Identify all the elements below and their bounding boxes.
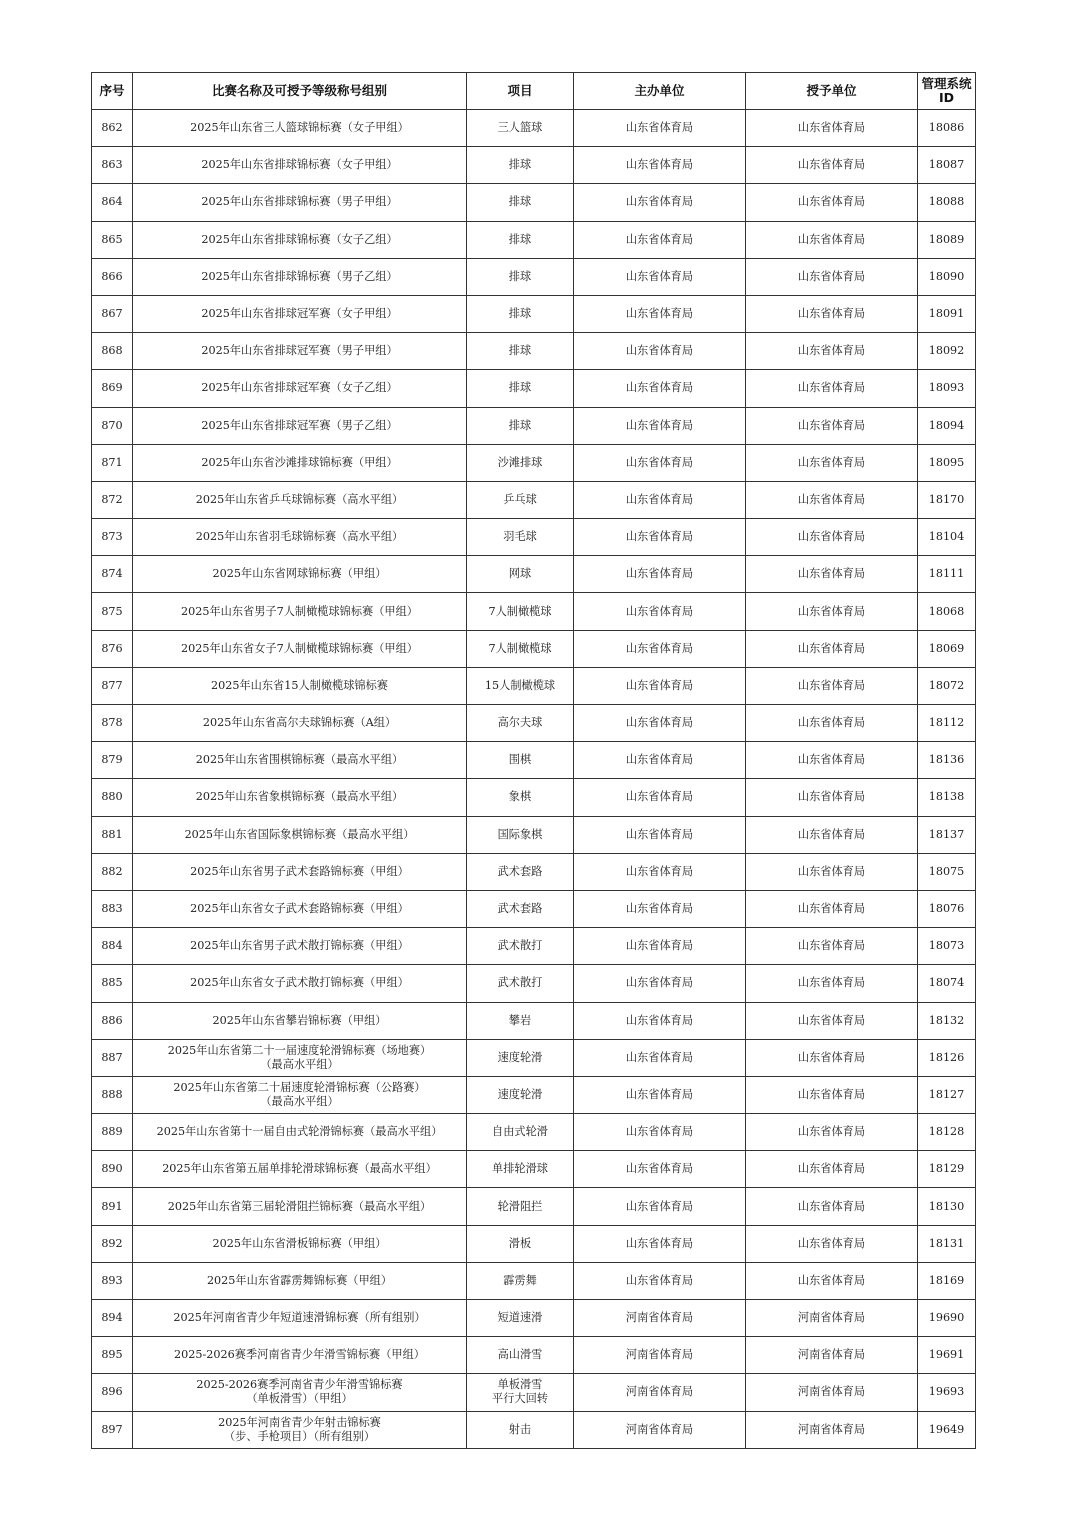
row-index-cell: 863: [92, 147, 133, 184]
awarding-unit-cell: 山东省体育局: [746, 1039, 918, 1076]
row-index-cell: 862: [92, 110, 133, 147]
organizer-cell: 山东省体育局: [574, 147, 746, 184]
organizer-cell: 山东省体育局: [574, 519, 746, 556]
table-row: [92, 519, 976, 556]
system-id-cell: 18136: [918, 742, 976, 779]
row-index-cell: 877: [92, 667, 133, 704]
row-index-cell: 876: [92, 630, 133, 667]
event-cell: 自由式轮滑: [467, 1114, 574, 1151]
event-cell: 排球: [467, 221, 574, 258]
table-row: [92, 258, 976, 295]
awarding-unit-cell: 山东省体育局: [746, 370, 918, 407]
table-body: [92, 110, 976, 1449]
system-id-cell: 18068: [918, 593, 976, 630]
awarding-unit-cell: 山东省体育局: [746, 1114, 918, 1151]
event-cell: 15人制橄榄球: [467, 667, 574, 704]
awarding-unit-cell: 山东省体育局: [746, 1262, 918, 1299]
event-cell: 排球: [467, 184, 574, 221]
organizer-cell: 山东省体育局: [574, 481, 746, 518]
col-header-system-id: 管理系统 ID: [918, 73, 976, 110]
awarding-unit-cell: 山东省体育局: [746, 667, 918, 704]
system-id-cell: 18086: [918, 110, 976, 147]
table-row: [92, 1076, 976, 1113]
organizer-cell: 山东省体育局: [574, 1039, 746, 1076]
row-index-cell: 891: [92, 1188, 133, 1225]
event-cell: 沙滩排球: [467, 444, 574, 481]
row-index-cell: 884: [92, 928, 133, 965]
col-header-organizer: 主办单位: [574, 73, 746, 110]
competition-name-cell: 2025年山东省女子武术套路锦标赛（甲组）: [133, 890, 467, 927]
table-row: [92, 1337, 976, 1374]
competition-name-cell: 2025年山东省乒乓球锦标赛（高水平组）: [133, 481, 467, 518]
organizer-cell: 山东省体育局: [574, 370, 746, 407]
row-index-cell: 879: [92, 742, 133, 779]
event-cell: 7人制橄榄球: [467, 630, 574, 667]
table-row: [92, 1262, 976, 1299]
event-cell: 短道速滑: [467, 1300, 574, 1337]
competition-name-cell: 2025年山东省排球冠军赛（女子乙组）: [133, 370, 467, 407]
row-index-cell: 886: [92, 1002, 133, 1039]
system-id-cell: 18095: [918, 444, 976, 481]
event-cell: 网球: [467, 556, 574, 593]
awarding-unit-cell: 山东省体育局: [746, 1151, 918, 1188]
awarding-unit-cell: 山东省体育局: [746, 221, 918, 258]
table-row: [92, 779, 976, 816]
awarding-unit-cell: 山东省体育局: [746, 258, 918, 295]
table-row: [92, 184, 976, 221]
competition-name-cell: 2025年山东省女子7人制橄榄球锦标赛（甲组）: [133, 630, 467, 667]
event-cell: 滑板: [467, 1225, 574, 1262]
system-id-cell: 18129: [918, 1151, 976, 1188]
competition-name-cell: 2025年山东省高尔夫球锦标赛（A组）: [133, 705, 467, 742]
system-id-cell: 18088: [918, 184, 976, 221]
awarding-unit-cell: 山东省体育局: [746, 147, 918, 184]
competition-name-cell: 2025年山东省第五届单排轮滑球锦标赛（最高水平组）: [133, 1151, 467, 1188]
awarding-unit-cell: 山东省体育局: [746, 444, 918, 481]
row-index-cell: 875: [92, 593, 133, 630]
organizer-cell: 河南省体育局: [574, 1337, 746, 1374]
competition-name-cell: 2025年山东省沙滩排球锦标赛（甲组）: [133, 444, 467, 481]
event-cell: 攀岩: [467, 1002, 574, 1039]
organizer-cell: 山东省体育局: [574, 630, 746, 667]
system-id-cell: 18091: [918, 295, 976, 332]
organizer-cell: 山东省体育局: [574, 407, 746, 444]
event-cell: 高山滑雪: [467, 1337, 574, 1374]
organizer-cell: 山东省体育局: [574, 816, 746, 853]
organizer-cell: 山东省体育局: [574, 890, 746, 927]
awarding-unit-cell: 河南省体育局: [746, 1300, 918, 1337]
row-index-cell: 871: [92, 444, 133, 481]
row-index-cell: 867: [92, 295, 133, 332]
event-cell: 高尔夫球: [467, 705, 574, 742]
organizer-cell: 山东省体育局: [574, 742, 746, 779]
competition-name-cell: 2025年山东省象棋锦标赛（最高水平组）: [133, 779, 467, 816]
row-index-cell: 869: [92, 370, 133, 407]
competition-name-cell: 2025年山东省滑板锦标赛（甲组）: [133, 1225, 467, 1262]
awarding-unit-cell: 山东省体育局: [746, 407, 918, 444]
table-row: [92, 556, 976, 593]
table-row: [92, 928, 976, 965]
event-cell: 排球: [467, 407, 574, 444]
awarding-unit-cell: 山东省体育局: [746, 630, 918, 667]
organizer-cell: 山东省体育局: [574, 258, 746, 295]
awarding-unit-cell: 山东省体育局: [746, 928, 918, 965]
system-id-cell: 19693: [918, 1374, 976, 1411]
awarding-unit-cell: 山东省体育局: [746, 705, 918, 742]
system-id-cell: 18069: [918, 630, 976, 667]
row-index-cell: 892: [92, 1225, 133, 1262]
competition-name-cell: 2025年山东省第二十届速度轮滑锦标赛（公路赛） （最高水平组）: [133, 1076, 467, 1113]
competition-name-cell: 2025年山东省羽毛球锦标赛（高水平组）: [133, 519, 467, 556]
col-header-competition-name: 比赛名称及可授予等级称号组别: [133, 73, 467, 110]
event-cell: 武术散打: [467, 928, 574, 965]
row-index-cell: 888: [92, 1076, 133, 1113]
table-row: [92, 890, 976, 927]
competition-name-cell: 2025年山东省排球冠军赛（男子乙组）: [133, 407, 467, 444]
row-index-cell: 873: [92, 519, 133, 556]
system-id-cell: 18074: [918, 965, 976, 1002]
organizer-cell: 山东省体育局: [574, 184, 746, 221]
organizer-cell: 山东省体育局: [574, 1076, 746, 1113]
competition-name-cell: 2025年山东省排球锦标赛（男子甲组）: [133, 184, 467, 221]
system-id-cell: 18111: [918, 556, 976, 593]
awarding-unit-cell: 山东省体育局: [746, 816, 918, 853]
awarding-unit-cell: 山东省体育局: [746, 333, 918, 370]
table-row: [92, 444, 976, 481]
system-id-cell: 18169: [918, 1262, 976, 1299]
event-cell: 单板滑雪 平行大回转: [467, 1374, 574, 1411]
row-index-cell: 872: [92, 481, 133, 518]
organizer-cell: 山东省体育局: [574, 556, 746, 593]
organizer-cell: 河南省体育局: [574, 1300, 746, 1337]
system-id-cell: 18090: [918, 258, 976, 295]
event-cell: 排球: [467, 333, 574, 370]
competition-name-cell: 2025年山东省第二十一届速度轮滑锦标赛（场地赛） （最高水平组）: [133, 1039, 467, 1076]
awarding-unit-cell: 山东省体育局: [746, 110, 918, 147]
organizer-cell: 山东省体育局: [574, 1151, 746, 1188]
system-id-cell: 18104: [918, 519, 976, 556]
col-header-awarding-unit: 授予单位: [746, 73, 918, 110]
system-id-cell: 18127: [918, 1076, 976, 1113]
organizer-cell: 山东省体育局: [574, 779, 746, 816]
system-id-cell: 19690: [918, 1300, 976, 1337]
row-index-cell: 882: [92, 853, 133, 890]
organizer-cell: 山东省体育局: [574, 667, 746, 704]
system-id-cell: 18092: [918, 333, 976, 370]
competition-name-cell: 2025年山东省排球锦标赛（女子乙组）: [133, 221, 467, 258]
competition-name-cell: 2025-2026赛季河南省青少年滑雪锦标赛（甲组）: [133, 1337, 467, 1374]
system-id-cell: 18132: [918, 1002, 976, 1039]
table-row: [92, 705, 976, 742]
row-index-cell: 897: [92, 1411, 133, 1448]
col-header-index: 序号: [92, 73, 133, 110]
competition-name-cell: 2025年河南省青少年射击锦标赛 （步、手枪项目）（所有组别）: [133, 1411, 467, 1448]
awarding-unit-cell: 山东省体育局: [746, 295, 918, 332]
organizer-cell: 山东省体育局: [574, 853, 746, 890]
system-id-cell: 18128: [918, 1114, 976, 1151]
table-row: [92, 1188, 976, 1225]
table-row: [92, 742, 976, 779]
system-id-cell: 18073: [918, 928, 976, 965]
table-row: [92, 630, 976, 667]
event-cell: 三人篮球: [467, 110, 574, 147]
event-cell: 象棋: [467, 779, 574, 816]
competition-name-cell: 2025年山东省围棋锦标赛（最高水平组）: [133, 742, 467, 779]
organizer-cell: 河南省体育局: [574, 1411, 746, 1448]
event-cell: 武术散打: [467, 965, 574, 1002]
competition-name-cell: 2025年山东省第十一届自由式轮滑锦标赛（最高水平组）: [133, 1114, 467, 1151]
table-row: [92, 1151, 976, 1188]
row-index-cell: 883: [92, 890, 133, 927]
awarding-unit-cell: 山东省体育局: [746, 779, 918, 816]
event-cell: 排球: [467, 295, 574, 332]
system-id-cell: 18130: [918, 1188, 976, 1225]
event-cell: 单排轮滑球: [467, 1151, 574, 1188]
system-id-cell: 18094: [918, 407, 976, 444]
event-cell: 霹雳舞: [467, 1262, 574, 1299]
organizer-cell: 山东省体育局: [574, 444, 746, 481]
competition-name-cell: 2025年山东省男子7人制橄榄球锦标赛（甲组）: [133, 593, 467, 630]
table-row: [92, 370, 976, 407]
event-cell: 乒乓球: [467, 481, 574, 518]
organizer-cell: 河南省体育局: [574, 1374, 746, 1411]
awarding-unit-cell: 山东省体育局: [746, 742, 918, 779]
row-index-cell: 893: [92, 1262, 133, 1299]
event-cell: 武术套路: [467, 853, 574, 890]
table-row: [92, 965, 976, 1002]
row-index-cell: 865: [92, 221, 133, 258]
system-id-cell: 18126: [918, 1039, 976, 1076]
awarding-unit-cell: 河南省体育局: [746, 1411, 918, 1448]
event-cell: 围棋: [467, 742, 574, 779]
system-id-cell: 18075: [918, 853, 976, 890]
event-cell: 速度轮滑: [467, 1039, 574, 1076]
table-row: [92, 1002, 976, 1039]
awarding-unit-cell: 山东省体育局: [746, 1188, 918, 1225]
competition-table: [91, 72, 976, 1449]
event-cell: 排球: [467, 147, 574, 184]
event-cell: 排球: [467, 258, 574, 295]
competition-name-cell: 2025年山东省国际象棋锦标赛（最高水平组）: [133, 816, 467, 853]
table-row: [92, 1114, 976, 1151]
row-index-cell: 887: [92, 1039, 133, 1076]
competition-name-cell: 2025年山东省男子武术套路锦标赛（甲组）: [133, 853, 467, 890]
organizer-cell: 山东省体育局: [574, 1188, 746, 1225]
organizer-cell: 山东省体育局: [574, 1225, 746, 1262]
table-row: [92, 221, 976, 258]
awarding-unit-cell: 山东省体育局: [746, 853, 918, 890]
system-id-cell: 18076: [918, 890, 976, 927]
row-index-cell: 896: [92, 1374, 133, 1411]
competition-name-cell: 2025-2026赛季河南省青少年滑雪锦标赛 （单板滑雪）（甲组）: [133, 1374, 467, 1411]
awarding-unit-cell: 河南省体育局: [746, 1374, 918, 1411]
table-row: [92, 1039, 976, 1076]
organizer-cell: 山东省体育局: [574, 295, 746, 332]
awarding-unit-cell: 山东省体育局: [746, 1076, 918, 1113]
system-id-cell: 19649: [918, 1411, 976, 1448]
organizer-cell: 山东省体育局: [574, 593, 746, 630]
row-index-cell: 864: [92, 184, 133, 221]
table-row: [92, 667, 976, 704]
row-index-cell: 868: [92, 333, 133, 370]
table-row: [92, 816, 976, 853]
table-row: [92, 407, 976, 444]
organizer-cell: 山东省体育局: [574, 110, 746, 147]
awarding-unit-cell: 山东省体育局: [746, 184, 918, 221]
competition-name-cell: 2025年山东省排球冠军赛（男子甲组）: [133, 333, 467, 370]
awarding-unit-cell: 山东省体育局: [746, 519, 918, 556]
competition-name-cell: 2025年山东省排球锦标赛（女子甲组）: [133, 147, 467, 184]
row-index-cell: 874: [92, 556, 133, 593]
table-row: [92, 110, 976, 147]
system-id-cell: 18089: [918, 221, 976, 258]
table-row: [92, 593, 976, 630]
table-header-row: [92, 73, 976, 110]
organizer-cell: 山东省体育局: [574, 1114, 746, 1151]
awarding-unit-cell: 山东省体育局: [746, 1002, 918, 1039]
table-row: [92, 333, 976, 370]
row-index-cell: 895: [92, 1337, 133, 1374]
row-index-cell: 866: [92, 258, 133, 295]
awarding-unit-cell: 山东省体育局: [746, 593, 918, 630]
event-cell: 轮滑阻拦: [467, 1188, 574, 1225]
table-row: [92, 1300, 976, 1337]
competition-name-cell: 2025年山东省男子武术散打锦标赛（甲组）: [133, 928, 467, 965]
row-index-cell: 870: [92, 407, 133, 444]
organizer-cell: 山东省体育局: [574, 928, 746, 965]
system-id-cell: 18072: [918, 667, 976, 704]
awarding-unit-cell: 山东省体育局: [746, 965, 918, 1002]
system-id-cell: 18170: [918, 481, 976, 518]
table-row: [92, 1225, 976, 1262]
organizer-cell: 山东省体育局: [574, 705, 746, 742]
row-index-cell: 889: [92, 1114, 133, 1151]
competition-name-cell: 2025年山东省15人制橄榄球锦标赛: [133, 667, 467, 704]
competition-name-cell: 2025年山东省三人篮球锦标赛（女子甲组）: [133, 110, 467, 147]
awarding-unit-cell: 山东省体育局: [746, 556, 918, 593]
row-index-cell: 894: [92, 1300, 133, 1337]
competition-name-cell: 2025年山东省第三届轮滑阻拦锦标赛（最高水平组）: [133, 1188, 467, 1225]
competition-name-cell: 2025年山东省网球锦标赛（甲组）: [133, 556, 467, 593]
organizer-cell: 山东省体育局: [574, 1002, 746, 1039]
system-id-cell: 18093: [918, 370, 976, 407]
table-row: [92, 1374, 976, 1411]
awarding-unit-cell: 山东省体育局: [746, 890, 918, 927]
row-index-cell: 890: [92, 1151, 133, 1188]
competition-name-cell: 2025年山东省排球冠军赛（女子甲组）: [133, 295, 467, 332]
row-index-cell: 881: [92, 816, 133, 853]
competition-name-cell: 2025年山东省女子武术散打锦标赛（甲组）: [133, 965, 467, 1002]
event-cell: 射击: [467, 1411, 574, 1448]
table-row: [92, 295, 976, 332]
awarding-unit-cell: 山东省体育局: [746, 1225, 918, 1262]
table-row: [92, 853, 976, 890]
awarding-unit-cell: 山东省体育局: [746, 481, 918, 518]
awarding-unit-cell: 河南省体育局: [746, 1337, 918, 1374]
competition-name-cell: 2025年山东省霹雳舞锦标赛（甲组）: [133, 1262, 467, 1299]
event-cell: 羽毛球: [467, 519, 574, 556]
system-id-cell: 19691: [918, 1337, 976, 1374]
organizer-cell: 山东省体育局: [574, 965, 746, 1002]
system-id-cell: 18131: [918, 1225, 976, 1262]
competition-name-cell: 2025年河南省青少年短道速滑锦标赛（所有组别）: [133, 1300, 467, 1337]
event-cell: 排球: [467, 370, 574, 407]
row-index-cell: 880: [92, 779, 133, 816]
table-row: [92, 147, 976, 184]
row-index-cell: 878: [92, 705, 133, 742]
col-header-event: 项目: [467, 73, 574, 110]
organizer-cell: 山东省体育局: [574, 221, 746, 258]
system-id-cell: 18137: [918, 816, 976, 853]
system-id-cell: 18138: [918, 779, 976, 816]
organizer-cell: 山东省体育局: [574, 1262, 746, 1299]
event-cell: 国际象棋: [467, 816, 574, 853]
table-row: [92, 481, 976, 518]
organizer-cell: 山东省体育局: [574, 333, 746, 370]
system-id-cell: 18087: [918, 147, 976, 184]
system-id-cell: 18112: [918, 705, 976, 742]
event-cell: 武术套路: [467, 890, 574, 927]
row-index-cell: 885: [92, 965, 133, 1002]
event-cell: 速度轮滑: [467, 1076, 574, 1113]
competition-name-cell: 2025年山东省排球锦标赛（男子乙组）: [133, 258, 467, 295]
competition-name-cell: 2025年山东省攀岩锦标赛（甲组）: [133, 1002, 467, 1039]
event-cell: 7人制橄榄球: [467, 593, 574, 630]
table-row: [92, 1411, 976, 1448]
